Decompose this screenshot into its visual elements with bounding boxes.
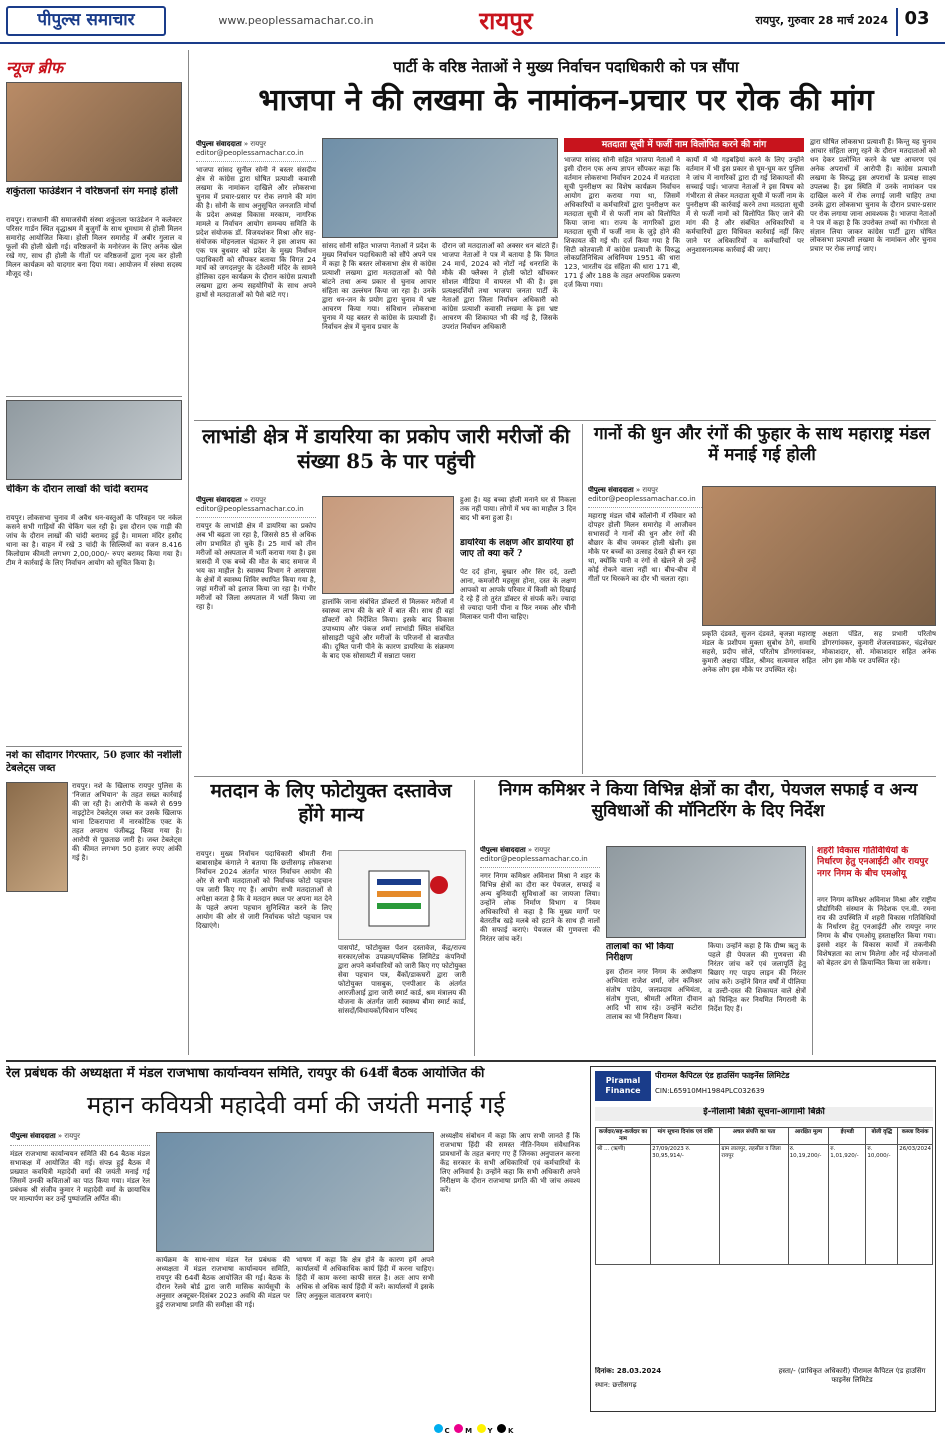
brief1-body: रायपुर। राजधानी की समाजसेवी संस्था शकुंतला फाउंडेशन ने कलेक्टर परिसर गार्डन स्थित वृद्धाश्रम में बुजुर्गों के साथ धूमधाम से होली मिलन समारोह आयोजित किया। होली मिलन समारोह में अबीर गुलाल व फूलों की होली खेली गई। वरिष्ठजनों के मनोरंजन के लिए अनेक खेल रखे गए, साथ ही होली के गीतों पर वरिष्ठजनों द्वारा नृत्य कर होली मिलन कार्यक्रम को यादगार बना दिया गया। आयोजन में संस्था सदस्य मौजूद रहे। <box>6 216 182 278</box>
byline-name: पीपुल्स संवाददाता <box>480 846 526 854</box>
brief2-title: चेकिंग के दौरान लाखों की चांदी बरामद <box>6 484 148 495</box>
table-cell: रु. 1,01,920/- <box>829 1144 866 1264</box>
diarrhea-col2: हालांकि जाना संबंधित डॉक्टरों से मिलकर मरीजों में स्वास्थ्य लाभ की के बारे में बात की। साथ ही वहां डॉक्टरों को निर्देशित किया। इसके बाद विकास उपाध्याय और पंकज शर्मा लाभांडी स्थित संबंधित सोसाइटी पहुंचे और मरीजों के परिजनों से बातचीत की। दूषित पानी पीने के कारण डायरिया के संक्रमण के बाद एक सोसायटी में सन्नाटा पसरा <box>322 598 454 660</box>
table-header: बोली वृद्धि <box>866 1128 898 1145</box>
lead-col3: दौरान जो मतदाताओं को अक्सर धन बांटते हैं। भाजपा नेताओं ने पत्र में बताया है कि विगत 24 मार्च, 2024 को नोटों नई धनराशि के मौके की फ्लैक्स ने होली फोटो खींचकर सोशल मीडिया में वायरल भी की है। इस प्रत्यक्षदर्शियों तथा भाजपा जनता पार्टी के नेताओं द्वारा जिला निर्वाचन अधिकारी को कांग्रेस प्रत्याशी कवासी लखमा के इस भ्रष्ट आचरण की शिकायत भी की गई है, जिसके उपरांत निर्वाचन अधिकारी <box>442 242 558 331</box>
table-row <box>596 1144 933 1264</box>
byline-place: रायपुर <box>250 140 266 148</box>
voting-col1: रायपुर। मुख्य निर्वाचन पदाधिकारी श्रीमती रीना बाबासाहेब कंगाले ने बताया कि छत्तीसगढ़ लोकसभा निर्वाचन 2024 अंतर्गत भारत निर्वाचन आयोग की ओर से सभी मतदाताओं को निर्वाचक फोटो पहचान पत्र जारी किए गए हैं। आयोग सभी मतदाताओं से अपेक्षा करता है कि वे मतदान स्थल पर अपना मत देने के पहले अपना पहचान सुनिश्चित करने के लिए आयोग की ओर से जारी निर्वाचक फोटो पहचान पत्र दिखाएंगे। <box>196 850 332 930</box>
byline-name: पीपुल्स संवाददाता <box>588 486 634 494</box>
nigam-photo <box>606 846 806 938</box>
byline-name: पीपुल्स संवाददाता <box>10 1132 56 1140</box>
lead-byline: पीपुल्स संवाददाता » रायपुर editor@peoplessamachar.co.in <box>196 140 316 162</box>
divider <box>6 396 182 397</box>
lead-col2: सांसद सोनी सहित भाजपा नेताओं ने प्रदेश के मुख्य निर्वाचन पदाधिकारी को सौंपे अपने पत्र में कहा है कि बस्तर लोकसभा क्षेत्र से कांग्रेस प्रत्याशी लखमा द्वारा मतदाताओं को पैसे बांटने तथा अन्य प्रकार से चुनाव आचार संहिता का उल्लंघन किया जा रहा है। उनके द्वारा धन-जन के प्रयोग द्वारा चुनाव में भ्रष्ट आचरण किया गया। संविधान लोकसभा चुनाव में यह बस्तर से कांग्रेस के प्रत्याशी हैं। निर्वाचन क्षेत्र में चुनाव प्रचार के <box>322 242 436 331</box>
divider <box>194 776 936 777</box>
nigam-col3: किया। उन्होंने कहा है कि ग्रीष्म ऋतु के पहले ही पेयजल की गुणवत्ता की निरंतर जांच करें एवं जलापूर्ति हेतु बिछाए गए पाइप लाइन की निरंतर जांच करें। उन्होंने विगत वर्षों में पीलिया व उल्टी-दस्त की शिकायत वाले क्षेत्रों को चिन्हित कर नियमित निगरानी के निर्देश दिए हैं। <box>708 942 806 1013</box>
brief2-body: रायपुर। लोकसभा चुनाव में अवैध धन-वस्तुओं के परिवहन पर नकेल कसने सभी गाड़ियों की चेकिंग चल रही है। इस दौरान एक गाड़ी की जांच के दौरान लाखों की चांदी बरामद हुई है। मामला मंदिर हसौद थाना का है। वाहन में रखे 3 चांदी के सिल्लियों का वजन 8.416 किलोग्राम कीमती लगभग 2,00,000/- रुपए बरामद किया गया है। टीम ने कार्रवाई के लिए निर्वाचन आयोग को सूचित किया है। <box>6 514 182 567</box>
diarrhea-headline: लाभांडी क्षेत्र में डायरिया का प्रकोप जारी मरीजों की संख्या 85 के पार पहुंची <box>202 424 570 473</box>
nigam-col2: इस दौरान नगर निगम के अधीक्षण अभियंता राजेश शर्मा, जोन कमिश्नर संतोष पांडेय, जलप्रदाय अभियंता, संतोष गुप्ता, श्रीमती अमिता दीवान आदि भी साथ रहे। उन्होंने कटोरा तालाब का भी निरीक्षण किया। <box>606 968 702 1021</box>
cyan-dot <box>434 1424 443 1433</box>
cmyk-bar <box>0 1418 945 1442</box>
byline-place: रायपुर <box>534 846 550 854</box>
ballot-icon <box>339 851 466 940</box>
ad-table-wrap <box>595 1127 933 1327</box>
byline-email: editor@peoplessamachar.co.in <box>480 854 588 863</box>
byline-name: पीपुल्स संवाददाता <box>196 496 242 504</box>
diarrhea-col4: पेट दर्द होना, बुखार और सिर दर्द, उल्टी आना, कमजोरी महसूस होना, दस्त के लक्षण आपको या आपके परिवार में किसी को दिखाई दे रहे हैं तो तुरंत डॉक्टर से संपर्क करें। ज्यादा से ज्यादा पानी पीना व फिर नमक और चीनी मिलाकर पानी पीना चाहिए। <box>460 568 576 621</box>
lead-box-title: मतदाता सूची में फर्जी नाम विलोपित करने की मांग <box>564 138 804 152</box>
table-cell: श्री ... (ऋणी) <box>596 1144 651 1264</box>
diarrhea-col3: हुआ है। यह बच्चा होली मनाने घर से निकला तक नहीं पाया। लोगों में भय का माहौल 3 दिन बाद भी बना हुआ है। <box>460 496 576 522</box>
ad-cin: CIN:L65910MH1984PLC032639 <box>655 1087 765 1095</box>
cmyk-k: K <box>508 1427 514 1436</box>
table-header: कर्जदार/सह-कर्जदार का नाम <box>596 1128 651 1145</box>
brief-photo-holi <box>6 82 182 182</box>
byline-email: editor@peoplessamachar.co.in <box>588 494 696 503</box>
byline-place: रायपुर <box>250 496 266 504</box>
issue-date: रायपुर, गुरुवार 28 मार्च 2024 <box>755 14 888 27</box>
cmyk-m: M <box>465 1427 473 1436</box>
rail-kicker: रेल प्रबंधक की अध्यक्षता में मंडल राजभाषा कार्यान्वयन समिति, रायपुर की 64वीं बैठक आयोजित की <box>6 1066 485 1081</box>
magenta-dot <box>454 1424 463 1433</box>
nigam-subhead: तालाबों का भी किया निरीक्षण <box>606 942 674 964</box>
table-cell: ग्राम लालपुर, तहसील व जिला रायपुर <box>720 1144 788 1264</box>
ad-company: पीरामल कैपिटल एंड हाउसिंग फाइनेंस लिमिटेड <box>655 1071 790 1080</box>
city-title: रायपुर <box>479 6 533 35</box>
nigam-byline: पीपुल्स संवाददाता » रायपुर editor@peoplessamachar.co.in <box>480 846 600 868</box>
diarrhea-subhead: डायरिया के लक्षण और डायरिया हो जाए तो क्या करें ? <box>460 538 574 560</box>
page-number: 03 <box>896 8 936 36</box>
ad-place: स्थान: छत्तीसगढ़ <box>595 1381 637 1389</box>
column-rule <box>188 50 189 1055</box>
lead-col4: भाजपा सांसद सोनी सहित भाजपा नेताओं ने इसी दौरान एक अन्य ज्ञापन सौंपकर कहा कि वर्तमान लोकसभा निर्वाचन 2024 में मतदाता सूची पुनरीक्षण का विशेष कार्यक्रम निर्वाचन आयोग द्वारा कराया गया था, जिसमें अधिकारियों व कर्मचारियों द्वारा पुनरीक्षण कर मतदाता सूची में से फर्जी नाम को विलोपित किया जाना था। राज्य के नागरिकों द्वारा मतदाता सूची में फर्जी नाम के जुड़े होने की शिकायत की गई थी। दर्ज किया गया है कि सिटी कोतवाली में कांग्रेस प्रत्याशी के विरुद्ध लोकप्रतिनिधित्व अधिनियम 1951 की धारा 123, भारतीय दंड संहिता की धारा 171 बी, 171 ई और 188 के तहत अपराधिक प्रकरण दर्ज किया गया। <box>564 156 680 290</box>
ad-notice-title: ई-नीलामी बिक्री सूचना-आगामी बिक्री <box>595 1107 933 1121</box>
holi-col2: प्रकृति दंडवते, सुजन दंडवते, बृजन्ना महाराष्ट्र मंडल के प्रशीपम मुक्ता सुबोध ठेगे, समाधि सहसे, प्रदीप सोले, परितोष डोंगरगांवकर, कुमारी अक्षदा पंडित, श्रीमद सत्यमाल सहित अनेक लोग इस मौके पर उपस्थित रहे। <box>702 630 816 674</box>
page-header <box>0 0 945 44</box>
rail-col3: भाषण में कहा कि क्षेत्र होने के कारण हमें अपने कार्यालयों में अधिकाधिक कार्य हिंदी में करना चाहिए। हिंदी में काम करना काफी सरल है। अतः आप सभी अधिक से अधिक कार्य हिंदी में करें। कार्यालयों में इसके लिए अनुकूल वातावरण बनाएं। <box>296 1256 434 1300</box>
divider <box>6 746 182 747</box>
masthead-logo: पीपुल्स समाचार <box>6 6 166 36</box>
table-cell: 27/09/2023 रु. 30,95,914/- <box>651 1144 720 1264</box>
rail-byline: पीपुल्स संवाददाता » रायपुर <box>10 1132 150 1146</box>
brief-photo-silver <box>6 400 182 480</box>
divider <box>6 1060 936 1062</box>
table-header: कब्जा दिनांक <box>898 1128 933 1145</box>
table-cell: 26/03/2024 <box>898 1144 933 1264</box>
table-header-row <box>596 1128 933 1145</box>
cmyk-y: Y <box>487 1427 493 1436</box>
accused-photo <box>6 782 68 892</box>
mou-body: नगर निगम कमिश्नर अविनाश मिश्रा और राष्ट्रीय प्रौद्योगिकी संस्थान के निदेशक एन.वी. रमना राव की उपस्थिति में शहरी विकास गतिविधियों के निर्धारण हेतु एनआईटी और रायपुर नगर निगम के बीच एमओयू हस्ताक्षरित किया गया। इससे शहर के विकास कार्यों में तकनीकी विशेषज्ञता का लाभ मिलेगा और नई योजनाओं को बेहतर ढंग से क्रियान्वित किया जा सकेगा। <box>817 896 936 967</box>
cmyk-c: C <box>444 1427 450 1436</box>
voting-col2: पासपोर्ट, फोटोयुक्त पेंशन दस्तावेज, केंद्र/राज्य सरकार/लोक उपक्रम/पब्लिक लिमिटेड कंपनियों द्वारा अपने कर्मचारियों को जारी किए गए फोटोयुक्त सेवा पहचान पत्र, बैंकों/डाकघरों द्वारा जारी फोटोयुक्त पासबुक, एनपीआर के अंतर्गत आरजीआई द्वारा जारी स्मार्ट कार्ड, श्रम मंत्रालय की योजना के अंतर्गत जारी स्वास्थ्य बीमा स्मार्ट कार्ड, सांसदों/विधायकों/विधान परिषद <box>338 944 466 1015</box>
black-dot <box>497 1424 506 1433</box>
byline-email: editor@peoplessamachar.co.in <box>196 148 304 157</box>
lead-photo <box>322 138 558 238</box>
table-cell: रु. 10,19,200/- <box>788 1144 829 1264</box>
mou-title: शहरी विकास गतिविधियों के निर्धारण हेतु एनआईटी और रायपुर नगर निगम के बीच एमओयू <box>817 846 929 879</box>
table-header: अचल संपत्ति का पता <box>720 1128 788 1145</box>
column-rule <box>474 780 475 1056</box>
byline-place: रायपुर <box>642 486 658 494</box>
byline-place: रायपुर <box>64 1132 80 1140</box>
diarrhea-col1: रायपुर के लाभांडी क्षेत्र में डायरिया का प्रकोप अब भी बढ़ता जा रहा है, जिससे 85 से अधिक लोग प्रभावित हो चुके हैं। 25 मार्च को तीन मरीजों को अस्पताल में भर्ती कराया गया है। इस त्रासदी में एक बच्चे की मौत के बाद समाज में भय का माहौल है। स्वास्थ्य विभाग ने आसपास के क्षेत्रों में स्वास्थ्य शिविर स्थापित किया गया है, जहां मरीजों को इलाज किया जा रहा है। गंभीर मरीजों को जिला अस्पताल में भर्ती किया जा रहा है। <box>196 522 316 611</box>
holi-headline: गानों की धुन और रंगों की फुहार के साथ महाराष्ट्र मंडल में मनाई गई होली <box>593 424 931 466</box>
piramal-logo: Piramal Finance <box>595 1071 651 1101</box>
ad-date: दिनांक: 28.03.2024 <box>595 1367 662 1375</box>
lead-col5: कार्यों में भी गड़बड़ियां करने के लिए उन्होंने वर्तमान में भी इस प्रकार से घूम-घूम कर पुलिस ने जांच में नागरिकों द्वारा दी गई शिकायतों की सच्चाई पाई। भाजपा नेताओं ने इस विषय को गंभीरता से लेकर मतदाता सूची में फर्जी नाम के पुनरीक्षण की कार्रवाई करने तथा मतदाता सूची में से फर्जी नामों को विलोपित किए जाने की मांग की है और संबंधित अधिकारियों व कर्मचारियों द्वारा विधिवत कार्रवाई नहीं किए जाने पर अधिकारियों व कर्मचारियों पर अनुशासनात्मक कार्रवाई की जाए। <box>686 156 804 254</box>
rail-col1: मंडल राजभाषा कार्यान्वयन समिति की 64 बैठक मंडल सभाकक्ष में आयोजित की गई। संपन्न हुई बैठक में प्रख्यात कवयित्री महादेवी वर्मा की जयंती मनाई गई जिसमें उनकी कविताओं का पाठ किया गया। मंडल रेल प्रबंधक श्री संजीव कुमार ने महादेवी वर्मा के छायाचित्र पर माल्यार्पण कर उन्हें पुष्पांजलि अर्पित की। <box>10 1150 150 1203</box>
ad-signature: हस्ता/- (प्राधिकृत अधिकारी) पीरामल कैपिटल एंड हाउसिंग फाइनेंस लिमिटेड <box>778 1367 926 1384</box>
cmyk-group <box>432 1424 514 1436</box>
brief1-title: शकुंतला फाउंडेशन ने वरिष्ठजनों संग मनाई होली <box>6 186 178 197</box>
diarrhea-photo <box>322 496 454 594</box>
holi-col3: अक्षता पंडित, सह प्रभारी परितोष डोंगरगांवकर, कुमारी शेजलवाडकर, चंद्रशेखर मोकाशदार, सौ. मोकाशदार सहित अनेक लोग इस मौके पर उपस्थित रहे। <box>822 630 936 665</box>
byline-name: पीपुल्स संवाददाता <box>196 140 242 148</box>
column-rule <box>582 424 583 774</box>
piramal-ad <box>590 1066 936 1412</box>
brief3-title: नशे का सौदागर गिरफ्तार, 50 हजार की नशीली टेबलेट्स जब्त <box>6 750 182 774</box>
byline-email: editor@peoplessamachar.co.in <box>196 504 304 513</box>
lead-col1: भाजपा सांसद सुनील सोनी ने बस्तर संसदीय क्षेत्र से कांग्रेस द्वारा घोषित प्रत्याशी कवासी लखमा के नामांकन दाखिले और लोकसभा चुनाव में प्रचार-प्रसार पर रोक लगाने की मांग की है। सोनी के साथ अनुसूचित जनजाति मोर्चा के प्रदेश अध्यक्ष विकास मरकाम, नागरिक मामले व निर्वाचन आयोग समन्वय समिति के प्रदेश संयोजक डॉ. विजयशंकर मिश्रा और सह-संयोजक मोहनलाल चंद्राकर ने इस आशय का एक पत्र बुधवार को प्रदेश के मुख्य निर्वाचन पदाधिकारी को सौंपकर बताया कि विगत 24 मार्च को जगदलपुर के दंतेश्वरी मंदिर के सामने होलिका दहन कार्यक्रम के दौरान कांग्रेस प्रत्याशी लखमा द्वारा अन्य सहयोगियों के साथ अपने हाथों से मतदाताओं को पैसे बांटे गए। <box>196 166 316 300</box>
brief3-body: रायपुर। नशे के खिलाफ रायपुर पुलिस के 'निजात अभियान' के तहत सख्त कार्रवाई की जा रही है। आरोपी के कब्जे से 699 नाइट्रोटेन टेबलेट्स जब्त कर उसके खिलाफ थाना टिकरापारा में नारकोटिक एक्ट के तहत अपराध पंजीबद्ध किया गया है। आरोपी से पूछताछ जारी है। जब्त टेबलेट्स की कीमत लगभग 50 हजार रुपए आंकी गई है। <box>72 782 182 862</box>
lead-col6: द्वारा घोषित लोकसभा प्रत्याशी हैं। किन्तु यह चुनाव आचार संहिता लागू रहने के दौरान मतदाताओं को धन देकर प्रलोभित करने के भ्रष्ट आचरण एवं अनेक अपराधों में आरोपी हैं। कांग्रेस प्रत्याशी लखमा के विरुद्ध इस अपराधों के प्रत्यक्ष साक्ष्य उपलब्ध हैं। इस स्थिति में उनके नामांकन पत्र दाखिल करने में रोक लगाई जानी चाहिए तथा उनके द्वारा लोकसभा चुनाव के दौरान प्रचार-प्रसार पर रोक लगाया जाना आवश्यक है। भाजपा नेताओं ने पत्र में कहा है कि उपरोक्त तथ्यों का गंभीरता से संज्ञान लिया जाकर कांग्रेस पार्टी द्वारा घोषित लोकसभा प्रत्याशी लखमा के नामांकन और चुनाव प्रचार पर रोक लगाई जाए। <box>810 138 936 254</box>
site-url: www.peoplessamachar.co.in <box>218 14 374 27</box>
table-header: ईएमडी <box>829 1128 866 1145</box>
table-header: मांग सूचना दिनांक एवं राशि <box>651 1128 720 1145</box>
evm-illustration <box>338 850 466 940</box>
nigam-col1: नगर निगम कमिश्नर अविनाश मिश्रा ने शहर के विभिन्न क्षेत्रों का दौरा कर पेयजल, सफाई व अन्य बुनियादी सुविधाओं का जायजा लिया। उन्होंने लोक निर्माण विभाग व नियम अधिकारियों से कहा है कि मुख्य मार्गों पर बेतरतीब खड़े मलबे को हटाने के साथ ही नालों की सफाई कराएं। पेयजल की गुणवत्ता की निरंतर जांच करें। <box>480 872 600 943</box>
news-brief-label: न्यूज ब्रीफ <box>6 58 186 80</box>
nigam-headline: निगम कमिश्नर ने किया विभिन्न क्षेत्रों का दौरा, पेयजल सफाई व अन्य सुविधाओं की मॉनिटरिंग के दिए निर्देश <box>498 780 918 822</box>
yellow-dot <box>477 1424 486 1433</box>
ad-table <box>595 1127 933 1265</box>
holi-byline: पीपुल्स संवाददाता » रायपुर editor@peoplessamachar.co.in <box>588 486 708 508</box>
rail-col4: अध्यक्षीय संबोधन में कहा कि आप सभी जानते हैं कि राजभाषा हिंदी की समस्त नीति-नियम संवैधानिक प्रावधानों के तहत बनाए गए हैं जिनका अनुपालन करना केंद्र सरकार के सभी अधिकारियों एवं कर्मचारियों के लिए अनिवार्य है। उन्होंने कहा कि सभी अधिकारी अपने निरीक्षण के दौरान राजभाषा प्रगति की भी जांच अवश्य करें। <box>440 1132 580 1194</box>
voting-headline: मतदान के लिए फोटोयुक्त दस्तावेज होंगे मान्य <box>210 780 452 826</box>
diarrhea-byline: पीपुल्स संवाददाता » रायपुर editor@peoplessamachar.co.in <box>196 496 316 518</box>
lead-kicker: पार्टी के वरिष्ठ नेताओं ने मुख्य निर्वाचन पदाधिकारी को पत्र सौंपा <box>393 58 739 76</box>
lead-headline: भाजपा ने की लखमा के नामांकन-प्रचार पर रोक की मांग <box>258 83 874 118</box>
table-cell: रु. 10,000/- <box>866 1144 898 1264</box>
table-header: आरक्षित मूल्य <box>788 1128 829 1145</box>
divider <box>194 420 936 421</box>
rail-photo <box>156 1132 434 1252</box>
rail-col2: कार्यक्रम के साथ-साथ मंडल रेल प्रबंधक की अध्यक्षता में मंडल राजभाषा कार्यान्वयन समिति, रायपुर की 64वीं बैठक आयोजित की गई। बैठक के दौरान रेलवे बोर्ड द्वारा जारी मासिक कार्यसूची के अनुसार अक्टूबर-दिसंबर 2023 अवधि की मंडल पर हुई राजभाषा प्रगति की समीक्षा की गई। <box>156 1256 290 1309</box>
holi-photo <box>702 486 936 626</box>
rail-headline: महान कवियत्री महादेवी वर्मा की जयंती मनाई गई <box>86 1091 506 1119</box>
holi-col1: महाराष्ट्र मंडल चौबे कॉलोनी में रविवार को दोपहर होली मिलन समारोह में आजीवन सभासदों ने गानों की धुन और रंगों की बौछार के बीच जमकर होली खेली। इस मौके पर बच्चों का उत्साह देखते ही बन रहा था, क्योंकि पानी व रंगों से खेलने से उन्हें कोई रोकने वाला नहीं था। बीच-बीच में गीतों पर थिरकने का दौर भी चलता रहा। <box>588 512 696 583</box>
mou-sidebar <box>812 846 936 1055</box>
